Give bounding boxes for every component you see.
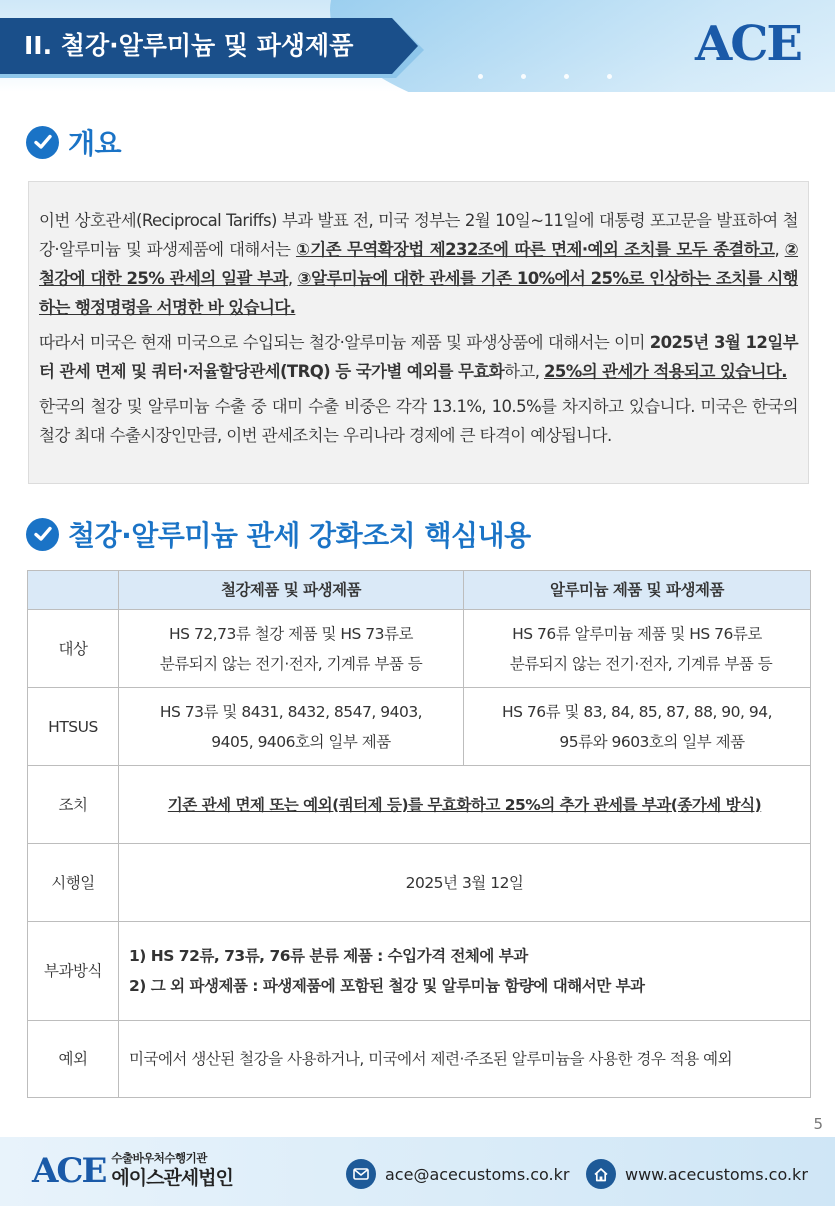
text-run: ③알루미늄에 대한 관세를 기존 10%에서 25%로 인상하는 조치를 시행하는 행정명령을 서명한 바 있습니다. [39, 269, 798, 317]
method-cell [119, 922, 811, 1021]
table-row [28, 766, 811, 844]
overview-paragraph-2 [39, 328, 798, 386]
page-number: 5 [813, 1115, 823, 1133]
footer-ace-logo: ACE [32, 1151, 106, 1191]
page-header [0, 0, 835, 92]
section-title: II. 철강·알루미늄 및 파생제품 [24, 31, 354, 60]
exception-cell: 미국에서 생산된 철강을 사용하거나, 미국에서 제련·주조된 알루미늄을 사용한 경우 적용 예외 [119, 1021, 811, 1098]
table-row [28, 922, 811, 1021]
htsus-aluminum-cell [464, 688, 811, 766]
cell-line: 9405, 9406호의 일부 제품 [211, 732, 391, 751]
text-run: 따라서 미국은 현재 미국으로 수입되는 철강·알루미늄 제품 및 파생상품에 대해서는 이미 [39, 333, 650, 352]
ace-logo: ACE [694, 16, 801, 72]
text-run: 25%의 관세가 적용되고 있습니다. [544, 362, 787, 381]
row-label-exception: 예외 [28, 1021, 119, 1098]
email-link[interactable]: ace@acecustoms.co.kr [385, 1164, 570, 1184]
effective-date-cell: 2025년 3월 12일 [119, 844, 811, 922]
text-run: , [774, 240, 785, 259]
table-row [28, 1021, 811, 1098]
table-row [28, 688, 811, 766]
core-heading [26, 514, 531, 554]
cell-line: HS 73류 및 8431, 8432, 8547, 9403, [159, 702, 423, 721]
check-circle-icon [26, 126, 59, 159]
header-dots [478, 64, 650, 74]
cell-line: HS 76류 및 83, 84, 85, 87, 88, 90, 94, [501, 702, 773, 721]
footer-logo-text [111, 1150, 232, 1190]
target-aluminum-cell [464, 610, 811, 688]
text-run: 2025년 3월 12일부터 관세 면제 및 쿼터·저율할당관세(TRQ) 등 국가별 예외를 무효화 [39, 333, 798, 381]
overview-paragraph-3 [39, 392, 798, 450]
website-link[interactable]: www.acecustoms.co.kr [625, 1164, 808, 1184]
cell-line: 분류되지 않는 전기·전자, 기계류 부품 등 [509, 654, 773, 673]
text-run: , [287, 269, 298, 288]
home-icon [586, 1159, 616, 1189]
text-run: ②철강에 대한 25% 관세의 일괄 부과 [39, 240, 799, 288]
cell-line: HS 72,73류 철강 제품 및 HS 73류로 [169, 624, 413, 643]
cell-line: 95류와 9603호의 일부 제품 [559, 732, 745, 751]
row-label-effective-date: 시행일 [28, 844, 119, 922]
column-header-aluminum: 알루미늄 제품 및 파생제품 [464, 571, 811, 610]
row-label-htsus: HTSUS [28, 688, 119, 766]
footer-logo [32, 1150, 233, 1190]
target-steel-cell [119, 610, 464, 688]
website-contact[interactable] [586, 1158, 808, 1190]
row-label-method: 부과방식 [28, 922, 119, 1021]
column-header-steel: 철강제품 및 파생제품 [119, 571, 464, 610]
check-circle-icon [26, 518, 59, 551]
text-run: ①기존 무역확장법 제232조에 따른 면제·예외 조치를 모두 종결하고 [295, 240, 775, 259]
text-run: 이번 상호관세(Reciprocal Tariffs) 부과 발표 전, 미국 정부는 2월 10일~11일에 대통령 포고문을 발표하여 철강·알루미늄 및 파생제품에 대해서는 [39, 211, 798, 259]
method-line-1: 1) HS 72류, 73류, 76류 분류 제품 : 수입가격 전체에 부과 [129, 947, 528, 965]
table-corner-cell [28, 571, 119, 610]
tariff-table [27, 570, 811, 1098]
footer-tagline: 수출바우처수행기관 [111, 1151, 207, 1165]
row-label-target: 대상 [28, 610, 119, 688]
text-run: 하고, [504, 362, 544, 381]
overview-heading [26, 122, 121, 162]
htsus-steel-cell [119, 688, 464, 766]
cell-line: 분류되지 않는 전기·전자, 기계류 부품 등 [159, 654, 423, 673]
method-line-2: 2) 그 외 파생제품 : 파생제품에 포함된 철강 및 알루미늄 함량에 대해서만 부과 [129, 977, 645, 995]
table-row [28, 610, 811, 688]
mail-icon [346, 1159, 376, 1189]
table-header-row [28, 571, 811, 610]
text-run: 한국의 철강 및 알루미늄 수출 중 대미 수출 비중은 각각 13.1%, 10.5%를 차지하고 있습니다. 미국은 한국의 철강 최대 수출시장인만큼, 이번 관세조치는 우리나라 경제에 큰 타격이 예상됩니다. [39, 397, 798, 445]
core-title: 철강·알루미늄 관세 강화조치 핵심내용 [68, 519, 531, 552]
row-label-measure: 조치 [28, 766, 119, 844]
footer-company-name: 에이스관세법인 [111, 1167, 233, 1189]
table-row [28, 844, 811, 922]
overview-title: 개요 [68, 127, 122, 160]
email-contact[interactable] [346, 1158, 569, 1190]
cell-line: HS 76류 알루미늄 제품 및 HS 76류로 [512, 624, 762, 643]
overview-paragraph-1 [39, 206, 798, 322]
overview-box [28, 181, 809, 484]
measure-cell: 기존 관세 면제 또는 예외(쿼터제 등)를 무효화하고 25%의 추가 관세를 부과(종가세 방식) [119, 766, 811, 844]
